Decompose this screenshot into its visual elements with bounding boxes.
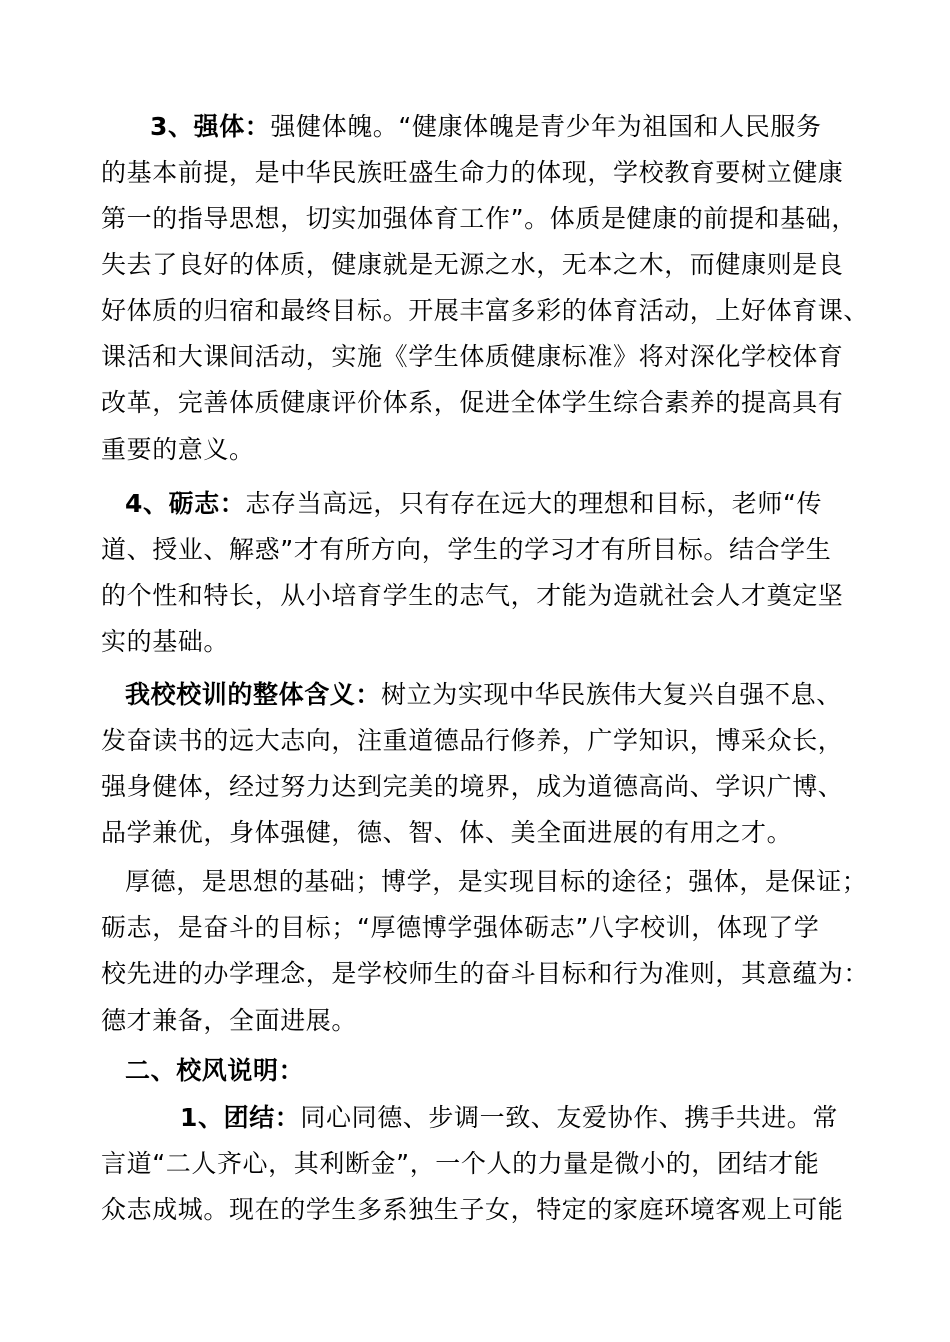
section-heading-xiaofeng: 二、校风说明： [125,1056,305,1085]
paragraph-tuanjie-line-2: 言道“二人齐心，其利断金”，一个人的力量是微小的，团结才能 [101,1149,820,1178]
paragraph-meaning-line-3: 强身健体，经过努力达到完美的境界，成为道德高尚、学识广博、 [101,772,844,801]
paragraph-qiangti-line-6: 课活和大课间活动，实施《学生体质健康标准》将对深化学校体育 [101,342,844,371]
label-meaning: 我校校训的整体含义： [125,680,382,709]
paragraph-qiangti-line-8: 重要的意义。 [101,435,255,464]
paragraph-meaning-line-1 [125,677,842,713]
text-meaning-1: 树立为实现中华民族伟大复兴自强不息、 [381,680,842,709]
paragraph-qiangti-line-1 [150,109,822,145]
paragraph-qiangti-line-5: 好体质的归宿和最终目标。开展丰富多彩的体育活动，上好体育课、 [101,296,870,325]
text-qiangti-1: 强健体魄。“健康体魄是青少年为祖国和人民服务 [270,112,822,141]
paragraph-meaning-line-4: 品学兼优，身体强健，德、智、体、美全面进展的有用之才。 [101,818,793,847]
paragraph-houde-line-3: 校先进的办学理念，是学校师生的奋斗目标和行为准则，其意蕴为： [101,959,870,988]
paragraph-houde-line-4: 德才兼备，全面进展。 [101,1006,358,1035]
text-lizhi-1: 志存当高远，只有存在远大的理想和目标，老师“传 [245,489,823,518]
paragraph-qiangti-line-2: 的基本前提，是中华民族旺盛生命力的体现，学校教育要树立健康 [101,158,844,187]
label-lizhi: 4、砺志： [125,489,246,518]
paragraph-qiangti-line-4: 失去了良好的体质，健康就是无源之水，无本之木，而健康则是良 [101,250,844,279]
paragraph-qiangti-line-3: 第一的指导思想，切实加强体育工作”。体质是健康的前提和基础， [101,204,857,233]
paragraph-lizhi-line-4: 实的基础。 [101,627,230,656]
label-qiangti: 3、强体： [150,112,271,141]
label-tuanjie: 1、团结： [180,1103,301,1132]
paragraph-lizhi-line-1 [125,486,822,522]
text-tuanjie-1: 同心同德、步调一致、友爱协作、携手共进。常 [300,1103,839,1132]
paragraph-meaning-line-2: 发奋读书的远大志向，注重道德品行修养，广学知识，博采众长， [101,726,844,755]
paragraph-houde-line-2: 砺志，是奋斗的目标；“厚德博学强体砺志”八字校训，体现了学 [101,913,820,942]
paragraph-lizhi-line-2: 道、授业、解惑”才有所方向，学生的学习才有所目标。结合学生 [101,535,832,564]
paragraph-lizhi-line-3: 的个性和特长，从小培育学生的志气，才能为造就社会人才奠定坚 [101,581,844,610]
paragraph-houde-line-1: 厚德，是思想的基础；博学，是实现目标的途径；强体，是保证； [125,867,868,896]
paragraph-qiangti-line-7: 改革，完善体质健康评价体系，促进全体学生综合素养的提高具有 [101,388,844,417]
paragraph-tuanjie-line-1 [180,1100,838,1136]
paragraph-tuanjie-line-3: 众志成城。现在的学生多系独生子女，特定的家庭环境客观上可能 [101,1195,844,1224]
